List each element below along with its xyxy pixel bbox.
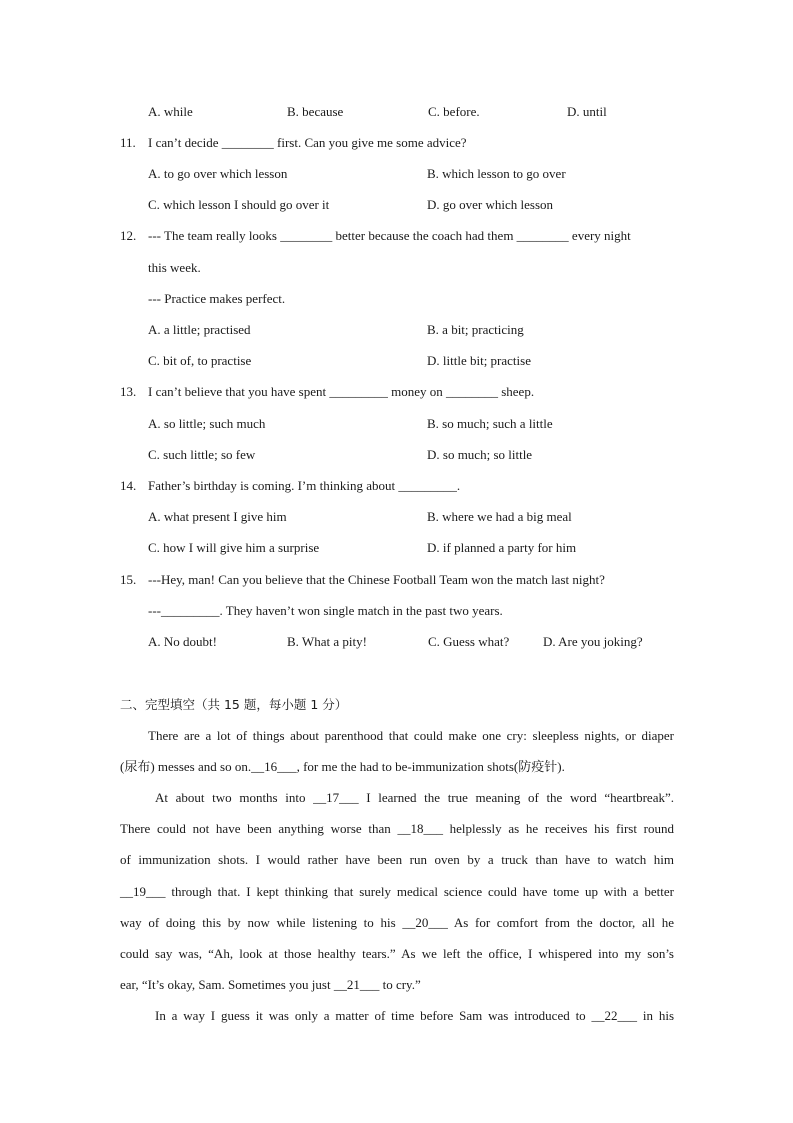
q10-option-b: B. because [287, 104, 344, 119]
question-stem: I can’t decide ________ first. Can you give me some advice? [148, 135, 467, 150]
option-d: D. if planned a party for him [427, 540, 577, 555]
passage-line: There could not have been anything worse than __18___ helplessly as he receives his first round [120, 821, 674, 836]
question-stem: --- The team really looks ________ better because the coach had them ________ every night [148, 228, 631, 243]
option-d: D. little bit; practise [427, 353, 531, 368]
option-a: A. so little; such much [148, 416, 266, 431]
section-heading: 二、完型填空（共 15 题，每小题 1 分） [120, 697, 348, 712]
option-d: D. go over which lesson [427, 197, 554, 212]
option-d: D. Are you joking? [543, 634, 643, 649]
question-response: ---_________. They haven’t won single match in the past two years. [148, 603, 503, 618]
option-b: B. What a pity! [287, 634, 367, 649]
question-stem: ---Hey, man! Can you believe that the Chinese Football Team won the match last night? [148, 572, 605, 587]
option-c: C. such little; so few [148, 447, 256, 462]
option-b: B. a bit; practicing [427, 322, 524, 337]
passage-line: (尿布) messes and so on.__16___, for me the had to be-immunization shots(防疫针). [120, 759, 565, 774]
passage-line: of immunization shots. I would rather have been run oven by a truck than have to watch him [120, 852, 674, 867]
q10-option-c: C. before. [428, 104, 480, 119]
passage-line: way of doing this by now while listening to his __20___ As for comfort from the doctor, all he [120, 915, 674, 930]
question-stem: Father’s birthday is coming. I’m thinking about _________. [148, 478, 461, 493]
question-number: 14. [120, 478, 137, 493]
option-a: A. a little; practised [148, 322, 251, 337]
passage-line: could say was, “Ah, look at those healthy tears.” As we left the office, I whispered into my son’s [120, 946, 674, 961]
question-stem: I can’t believe that you have spent _________ money on ________ sheep. [148, 384, 535, 399]
q10-option-a: A. while [148, 104, 193, 119]
question-number: 15. [120, 572, 137, 587]
q10-option-d: D. until [567, 104, 607, 119]
option-a: A. to go over which lesson [148, 166, 288, 181]
question-number: 13. [120, 384, 137, 399]
option-c: C. which lesson I should go over it [148, 197, 330, 212]
option-c: C. how I will give him a surprise [148, 540, 320, 555]
option-a: A. No doubt! [148, 634, 217, 649]
passage-line: There are a lot of things about parenthood that could make one cry: sleepless nights, or diaper [148, 728, 674, 743]
question-response: --- Practice makes perfect. [148, 291, 286, 306]
option-d: D. so much; so little [427, 447, 533, 462]
option-c: C. bit of, to practise [148, 353, 252, 368]
question-stem-continued: this week. [148, 260, 201, 275]
question-number: 12. [120, 228, 137, 243]
option-a: A. what present I give him [148, 509, 287, 524]
question-number: 11. [120, 135, 136, 150]
passage-line: At about two months into __17___ I learned the true meaning of the word “heartbreak”. [155, 790, 674, 805]
option-c: C. Guess what? [428, 634, 510, 649]
passage-line: ear, “It’s okay, Sam. Sometimes you just __21___ to cry.” [120, 977, 421, 992]
passage-line: In a way I guess it was only a matter of time before Sam was introduced to __22___ in his [155, 1008, 674, 1023]
option-b: B. where we had a big meal [427, 509, 572, 524]
option-b: B. which lesson to go over [427, 166, 566, 181]
option-b: B. so much; such a little [427, 416, 553, 431]
passage-line: __19___ through that. I kept thinking that surely medical science could have tome up with a better [120, 884, 674, 899]
